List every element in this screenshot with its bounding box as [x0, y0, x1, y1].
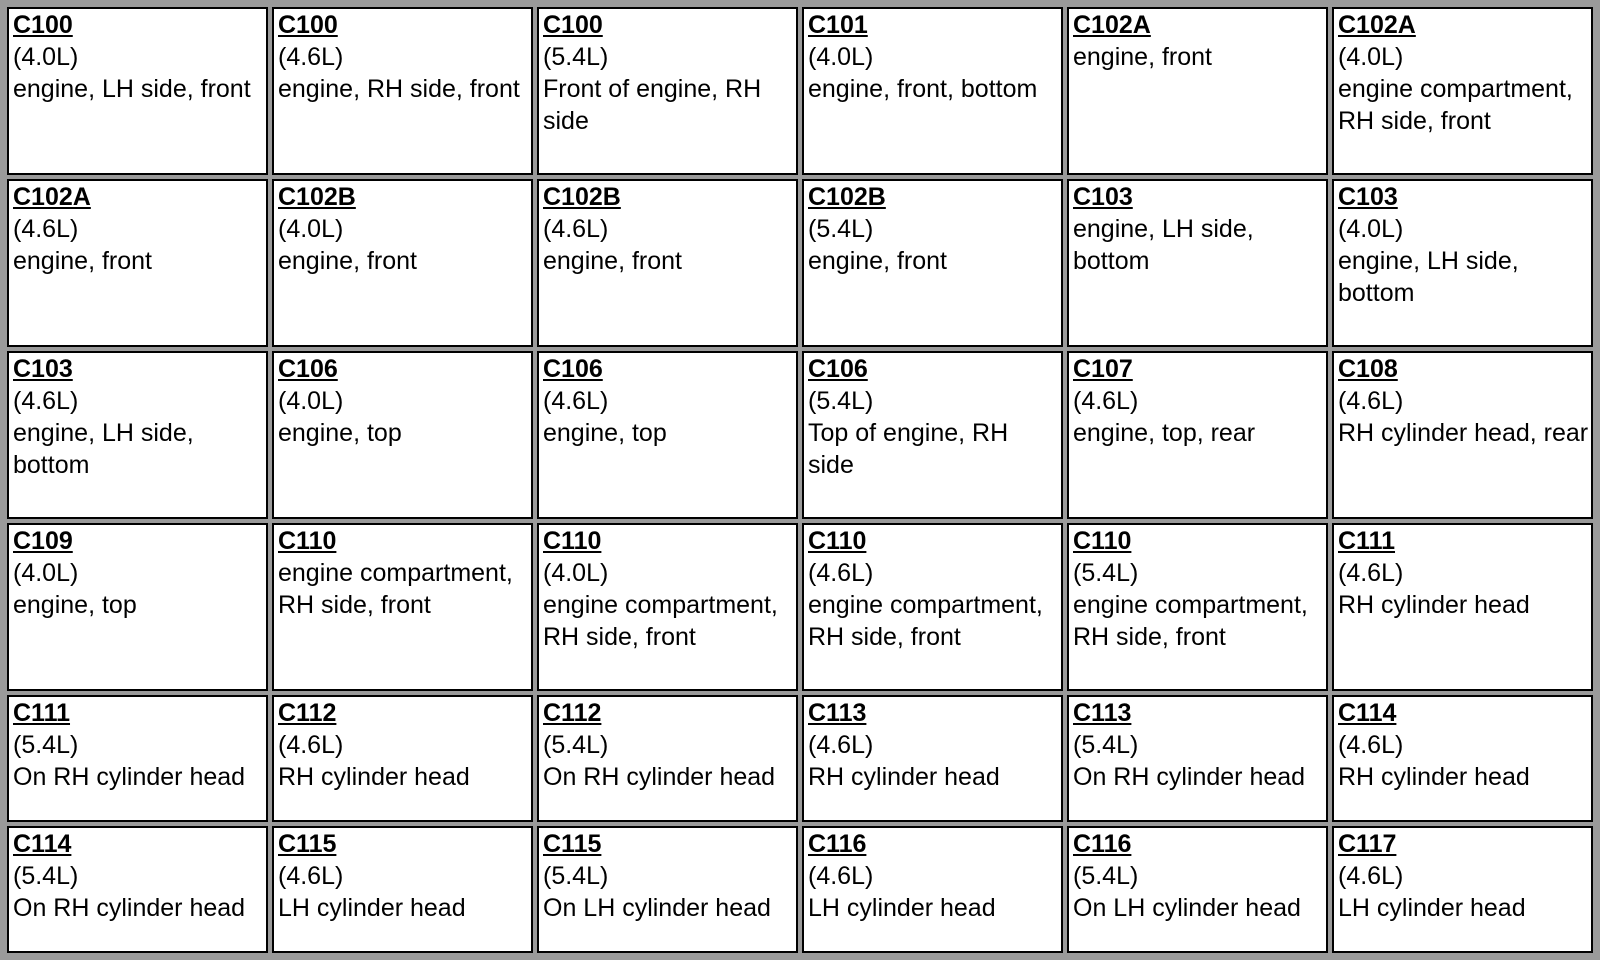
connector-code-link[interactable]: C116: [1073, 829, 1132, 858]
connector-cell: [7, 523, 268, 691]
location-description: Top of engine, RH side: [808, 418, 1009, 479]
connector-cell: [272, 695, 533, 822]
engine-size-label: (5.4L): [808, 386, 874, 415]
connector-cell: [7, 7, 268, 175]
connector-cell: [1332, 351, 1593, 519]
connector-cell: [1332, 826, 1593, 953]
location-description: engine compartment, RH side, front: [808, 590, 1043, 651]
connector-code-link[interactable]: C112: [278, 698, 337, 727]
engine-size-label: (4.6L): [1073, 386, 1139, 415]
connector-code-link[interactable]: C111: [1338, 526, 1396, 555]
connector-cell: [1067, 351, 1328, 519]
location-description: On RH cylinder head: [543, 762, 776, 791]
location-description: LH cylinder head: [278, 893, 466, 922]
connector-code-link[interactable]: C106: [543, 354, 603, 383]
location-description: engine, top: [278, 418, 402, 447]
connector-code-link[interactable]: C110: [808, 526, 867, 555]
location-description: RH cylinder head, rear: [1338, 418, 1589, 447]
table-row: [7, 826, 1593, 953]
connector-code-link[interactable]: C115: [278, 829, 337, 858]
connector-cell: [272, 826, 533, 953]
connector-cell: [7, 351, 268, 519]
location-description: engine, LH side, bottom: [1338, 246, 1519, 307]
engine-size-label: (4.0L): [278, 386, 344, 415]
location-description: engine, front, bottom: [808, 75, 1038, 103]
connector-code-link[interactable]: C107: [1073, 354, 1133, 383]
connector-code-link[interactable]: C101: [808, 11, 868, 39]
table-row: [7, 179, 1593, 347]
engine-size-label: (4.6L): [1338, 861, 1404, 890]
location-description: engine compartment, RH side, front: [1338, 75, 1573, 135]
location-description: RH cylinder head: [808, 762, 1000, 791]
connector-code-link[interactable]: C116: [808, 829, 867, 858]
connector-code-link[interactable]: C106: [278, 354, 338, 383]
connector-code-link[interactable]: C102B: [543, 182, 621, 211]
connector-cell: [7, 179, 268, 347]
location-description: engine, front: [13, 246, 152, 275]
connector-code-link[interactable]: C114: [13, 829, 72, 858]
location-description: engine, front: [543, 246, 682, 275]
connector-code-link[interactable]: C102B: [808, 182, 886, 211]
engine-size-label: (5.4L): [1073, 730, 1139, 759]
table-row: [7, 523, 1593, 691]
connector-code-link[interactable]: C117: [1338, 829, 1397, 858]
connector-cell: [537, 695, 798, 822]
engine-size-label: (4.0L): [1338, 214, 1404, 243]
engine-size-label: (4.6L): [13, 386, 79, 415]
engine-size-label: (5.4L): [1073, 558, 1139, 587]
location-description: engine, RH side, front: [278, 75, 520, 103]
location-description: On RH cylinder head: [13, 762, 246, 791]
connector-code-link[interactable]: C103: [13, 354, 73, 383]
connector-code-link[interactable]: C106: [808, 354, 868, 383]
connector-code-link[interactable]: C100: [543, 11, 603, 39]
connector-cell: [537, 179, 798, 347]
location-description: engine compartment, RH side, front: [1073, 590, 1308, 651]
location-description: On LH cylinder head: [1073, 893, 1301, 922]
location-description: RH cylinder head: [1338, 762, 1530, 791]
connector-cell: [272, 7, 533, 175]
connector-cell: [537, 523, 798, 691]
connector-code-link[interactable]: C112: [543, 698, 602, 727]
location-description: engine, LH side, bottom: [1073, 214, 1254, 275]
location-description: engine, top, rear: [1073, 418, 1256, 447]
engine-size-label: (4.6L): [13, 214, 79, 243]
connector-cell: [537, 351, 798, 519]
connector-cell: [1332, 695, 1593, 822]
engine-size-label: (4.6L): [1338, 558, 1404, 587]
connector-cell: [1332, 523, 1593, 691]
connector-code-link[interactable]: C108: [1338, 354, 1398, 383]
connector-code-link[interactable]: C115: [543, 829, 602, 858]
location-description: On LH cylinder head: [543, 893, 771, 922]
connector-cell: [7, 695, 268, 822]
connector-code-link[interactable]: C102A: [1073, 11, 1151, 39]
connector-cell: [1067, 179, 1328, 347]
connector-code-link[interactable]: C113: [808, 698, 867, 727]
location-description: On RH cylinder head: [1073, 762, 1306, 791]
connector-cell: [802, 826, 1063, 953]
engine-size-label: (5.4L): [543, 861, 609, 890]
location-description: engine compartment, RH side, front: [278, 558, 513, 619]
engine-size-label: (4.6L): [808, 861, 874, 890]
engine-size-label: (4.6L): [808, 558, 874, 587]
engine-size-label: (5.4L): [13, 861, 79, 890]
connector-code-link[interactable]: C103: [1338, 182, 1398, 211]
connector-code-link[interactable]: C110: [1073, 526, 1132, 555]
connector-cell: [802, 179, 1063, 347]
connector-code-link[interactable]: C103: [1073, 182, 1133, 211]
connector-cell: [272, 179, 533, 347]
engine-size-label: (4.0L): [1338, 43, 1404, 71]
connector-code-link[interactable]: C110: [543, 526, 602, 555]
connector-cell: [272, 523, 533, 691]
location-description: RH cylinder head: [1338, 590, 1530, 619]
connector-code-link[interactable]: C113: [1073, 698, 1132, 727]
connector-cell: [1332, 7, 1593, 175]
engine-size-label: (4.6L): [543, 214, 609, 243]
table-row: [7, 695, 1593, 822]
location-description: engine, front: [278, 246, 417, 275]
connector-cell: [802, 351, 1063, 519]
location-description: engine, front: [808, 246, 947, 275]
location-description: engine, front: [1073, 43, 1212, 71]
engine-size-label: (4.0L): [808, 43, 874, 71]
location-description: engine, top: [13, 590, 137, 619]
connector-cell: [802, 695, 1063, 822]
location-description: On RH cylinder head: [13, 893, 246, 922]
engine-size-label: (4.6L): [278, 730, 344, 759]
connector-cell: [802, 523, 1063, 691]
connector-code-link[interactable]: C100: [278, 11, 338, 39]
connector-code-link[interactable]: C100: [13, 11, 73, 39]
table-row: [7, 7, 1593, 175]
connector-location-table-body: [7, 7, 1593, 953]
connector-cell: [537, 826, 798, 953]
engine-size-label: (5.4L): [543, 730, 609, 759]
engine-size-label: (4.0L): [543, 558, 609, 587]
engine-size-label: (4.6L): [808, 730, 874, 759]
engine-size-label: (5.4L): [13, 730, 79, 759]
location-description: engine compartment, RH side, front: [543, 590, 778, 651]
connector-code-link[interactable]: C102A: [1338, 11, 1416, 39]
engine-size-label: (4.6L): [1338, 386, 1404, 415]
location-description: LH cylinder head: [1338, 893, 1526, 922]
connector-cell: [7, 826, 268, 953]
connector-code-link[interactable]: C111: [13, 698, 71, 727]
engine-size-label: (4.6L): [543, 386, 609, 415]
location-description: engine, LH side, bottom: [13, 418, 194, 479]
connector-code-link[interactable]: C110: [278, 526, 337, 555]
engine-size-label: (4.6L): [1338, 730, 1404, 759]
connector-code-link[interactable]: C114: [1338, 698, 1397, 727]
location-description: RH cylinder head: [278, 762, 470, 791]
connector-cell: [1332, 179, 1593, 347]
table-row: [7, 351, 1593, 519]
location-description: Front of engine, RH side: [543, 75, 762, 135]
connector-code-link[interactable]: C102A: [13, 182, 91, 211]
location-description: engine, top: [543, 418, 667, 447]
connector-cell: [1067, 7, 1328, 175]
engine-size-label: (5.4L): [1073, 861, 1139, 890]
connector-cell: [1067, 826, 1328, 953]
connector-cell: [802, 7, 1063, 175]
location-description: LH cylinder head: [808, 893, 996, 922]
connector-code-link[interactable]: C102B: [278, 182, 356, 211]
engine-size-label: (4.0L): [278, 214, 344, 243]
engine-size-label: (4.0L): [13, 558, 79, 587]
engine-size-label: (4.6L): [278, 43, 344, 71]
engine-size-label: (5.4L): [808, 214, 874, 243]
connector-cell: [1067, 523, 1328, 691]
location-description: engine, LH side, front: [13, 75, 251, 103]
connector-cell: [537, 7, 798, 175]
connector-location-table: [3, 3, 1597, 957]
connector-code-link[interactable]: C109: [13, 526, 73, 555]
connector-cell: [272, 351, 533, 519]
engine-size-label: (4.0L): [13, 43, 79, 71]
engine-size-label: (4.6L): [278, 861, 344, 890]
connector-cell: [1067, 695, 1328, 822]
engine-size-label: (5.4L): [543, 43, 609, 71]
